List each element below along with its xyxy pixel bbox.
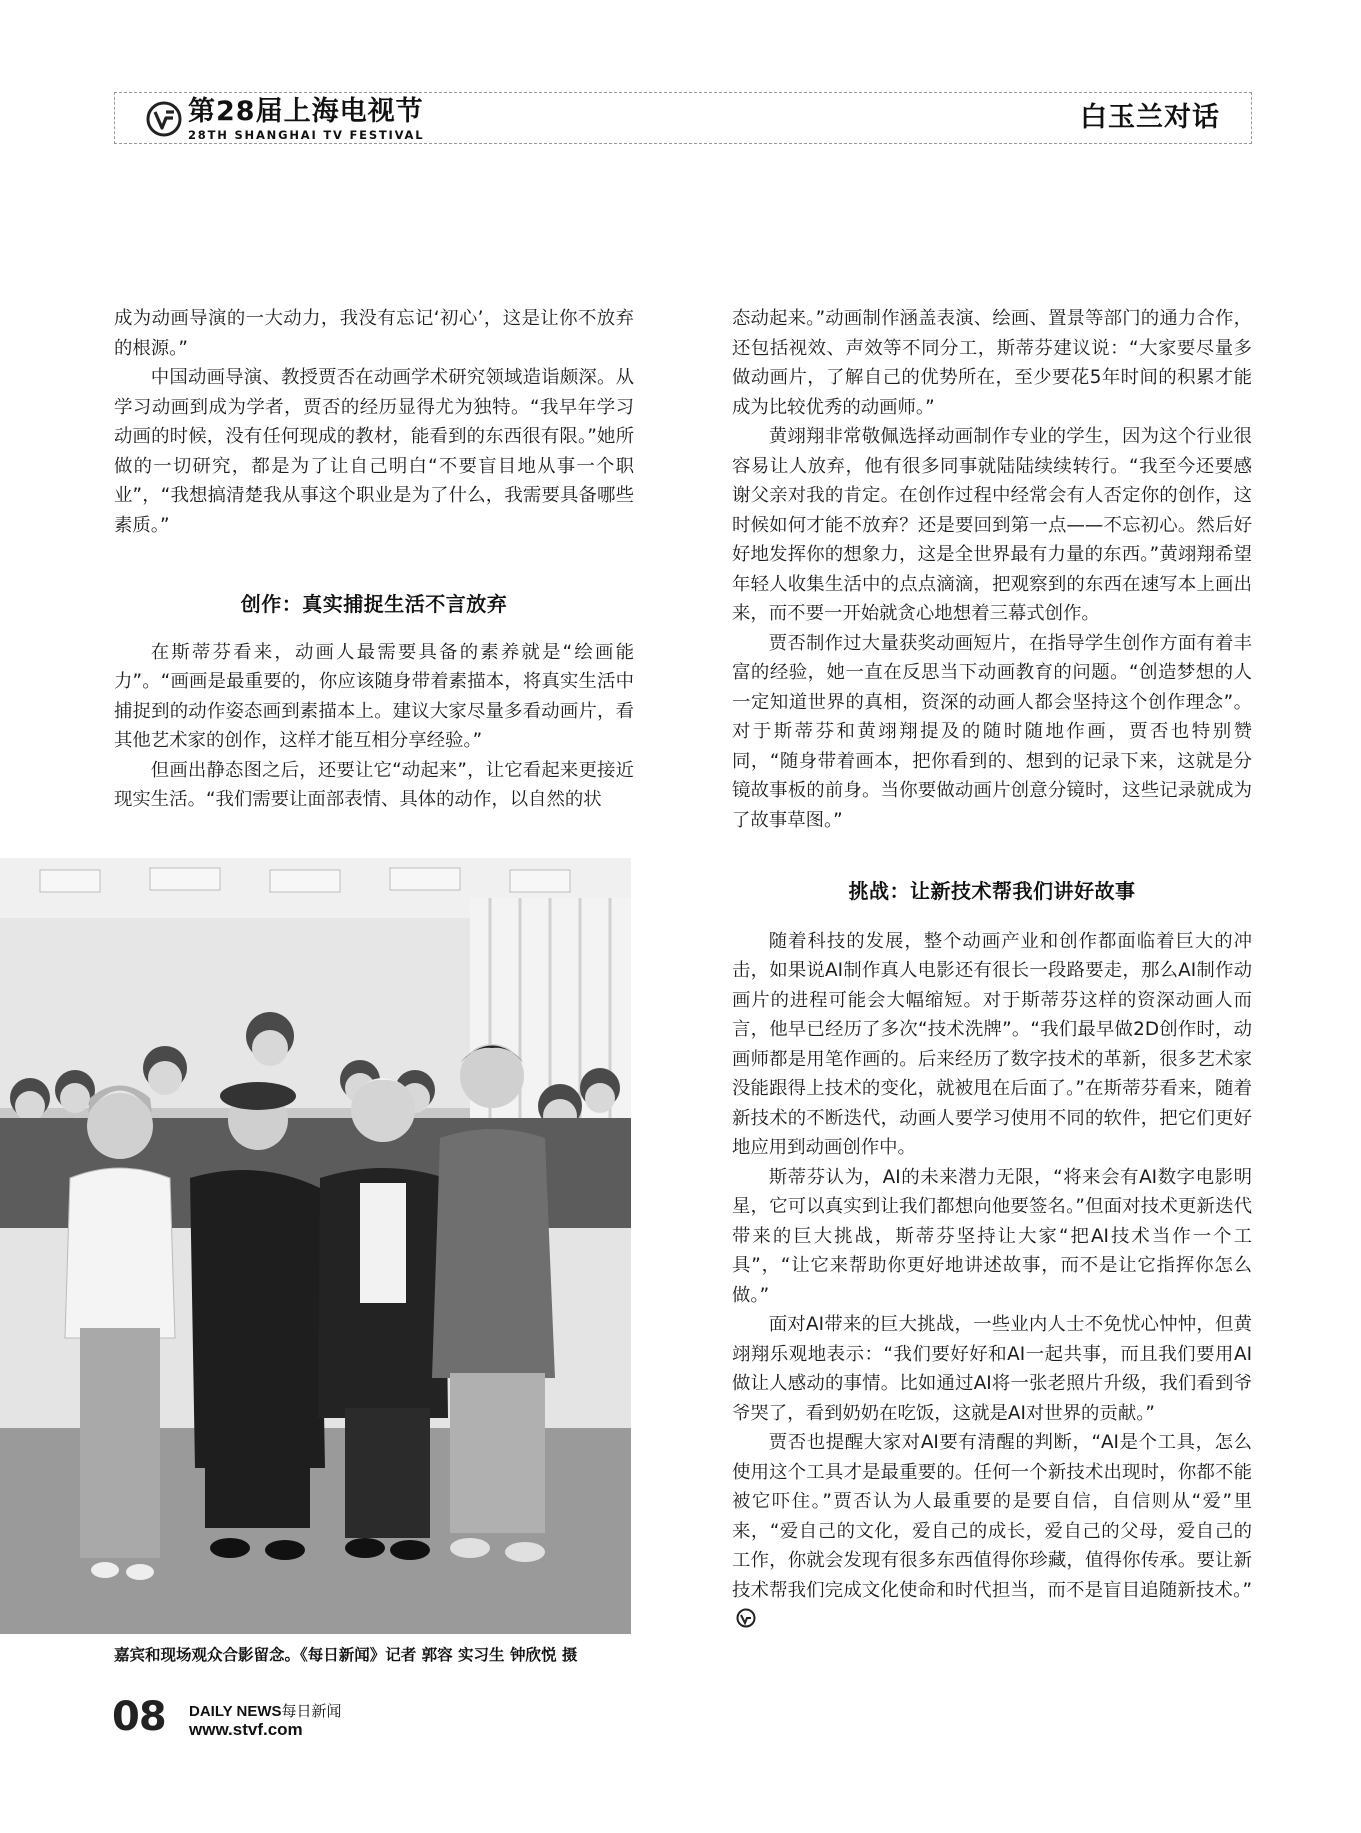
section-heading-creation: 创作：真实捕捉生活不言放弃: [240, 592, 508, 616]
paper-name-cn: 每日新闻: [281, 1702, 342, 1720]
article-right-column: [732, 304, 1252, 1635]
paper-name: [189, 1702, 342, 1721]
paragraph: 成为动画导演的一大动力，我没有忘记‘初心’，这是让你不放弃的根源。”: [114, 308, 634, 359]
paragraph-text: 贾否也提醒大家对AI要有清醒的判断，“AI是个工具，怎么使用这个工具才是最重要的。任何一个新技术出现时，你都不能被它吓住。”贾否认为人最重要的是要自信，自信则从“爱”里来，“爱自己的文化，爱自己的成长，爱自己的父母，爱自己的工作，你就会发现有很多东西值得你珍藏，值得你传承。要让新技术帮我们完成文化使命和时代担当，而不是盲目追随新技术。”: [732, 1432, 1252, 1601]
tvf-end-mark-icon: [736, 1608, 756, 1628]
paragraph: 中国动画导演、教授贾否在动画学术研究领域造诣颇深。从学习动画到成为学者，贾否的经历显得尤为独特。“我早年学习动画的时候，没有任何现成的教材，能看到的东西很有限。”她所做的一切研究，都是为了让自己明白“不要盲目地从事一个职业”，“我想搞清楚我从事这个职业是为了什么，我需要具备哪些素质。”: [114, 367, 634, 536]
festival-subtitle: 28TH SHANGHAI TV FESTIVAL: [188, 128, 425, 142]
paper-name-en: DAILY NEWS: [189, 1703, 282, 1720]
section-heading-challenge: 挑战：让新技术帮我们讲好故事: [848, 879, 1136, 903]
paragraph: 但画出静态图之后，还要让它“动起来”，让它看起来更接近现实生活。“我们需要让面部表情、具体的动作，以自然的状: [114, 759, 634, 810]
paragraph: 态动起来。”动画制作涵盖表演、绘画、置景等部门的通力合作，还包括视效、声效等不同分工，斯蒂芬建议说：“大家要尽量多做动画片，了解自己的优势所在，至少要花5年时间的积累才能成为比较优秀的动画师。”: [732, 308, 1252, 418]
paragraph: 在斯蒂芬看来，动画人最需要具备的素养就是“绘画能力”。“画画是最重要的，你应该随身带着素描本，将真实生活中捕捉到的动作姿态画到素描本上。建议大家尽量多看动画片，看其他艺术家的创作，这样才能互相分享经验。”: [114, 641, 634, 751]
festival-title: 第28届上海电视节: [188, 96, 424, 127]
paragraph: 斯蒂芬认为，AI的未来潜力无限，“将来会有AI数字电影明星，它可以真实到让我们都想向他要签名。”但面对技术更新迭代带来的巨大挑战，斯蒂芬坚持让大家“把AI技术当作一个工具”，“让它来帮助你更好地讲述故事，而不是让它指挥你怎么做。”: [732, 1166, 1252, 1306]
tvf-logo-icon: [146, 101, 182, 137]
group-photo-illustration: [0, 858, 631, 1634]
paragraph: 随着科技的发展，整个动画产业和创作都面临着巨大的冲击，如果说AI制作真人电影还有很长一段路要走，那么AI制作动画片的进程可能会大幅缩短。对于斯蒂芬这样的资深动画人而言，他早已经历了多次“技术洗牌”。“我们最早做2D创作时，动画师都是用笔作画的。后来经历了数字技术的革新，很多艺术家没能跟得上技术的变化，就被甩在后面了。”在斯蒂芬看来，随着新技术的不断迭代，动画人要学习使用不同的软件，把它们更好地应用到动画创作中。: [732, 930, 1252, 1158]
photo-caption: 嘉宾和现场观众合影留念。《每日新闻》记者 郭容 实习生 钟欣悦 摄: [114, 1646, 578, 1664]
group-photo: [0, 858, 631, 1634]
paragraph: 黄翊翔非常敬佩选择动画制作专业的学生，因为这个行业很容易让人放弃，他有很多同事就陆陆续续转行。“我至今还要感谢父亲对我的肯定。在创作过程中经常会有人否定你的创作，这时候如何才能不放弃？还是要回到第一点——不忘初心。然后好好地发挥你的想象力，这是全世界最有力量的东西。”黄翊翔希望年轻人收集生活中的点点滴滴，把观察到的东西在速写本上画出来，而不要一开始就贪心地想着三幕式创作。: [732, 426, 1252, 624]
paragraph: 面对AI带来的巨大挑战，一些业内人士不免忧心忡忡，但黄翊翔乐观地表示：“我们要好好和AI一起共事，而且我们要用AI做让人感动的事情。比如通过AI将一张老照片升级，我们看到爷爷哭了，看到奶奶在吃饭，这就是AI对世界的贡献。”: [732, 1314, 1252, 1424]
paragraph: 贾否制作过大量获奖动画短片，在指导学生创作方面有着丰富的经验，她一直在反思当下动画教育的问题。“创造梦想的人一定知道世界的真相，资深的动画人都会坚持这个创作理念”。对于斯蒂芬和黄翊翔提及的随时随地作画，贾否也特别赞同，“随身带着画本，把你看到的、想到的记录下来，这就是分镜故事板的前身。当你要做动画片创意分镜时，这些记录就成为了故事草图。”: [732, 632, 1252, 831]
article-left-column: [114, 304, 634, 815]
section-title: 白玉兰对话: [1080, 102, 1220, 133]
website-url[interactable]: www.stvf.com: [189, 1720, 303, 1739]
page-number: 08: [112, 1694, 166, 1740]
paragraph-last: [732, 1428, 1252, 1635]
